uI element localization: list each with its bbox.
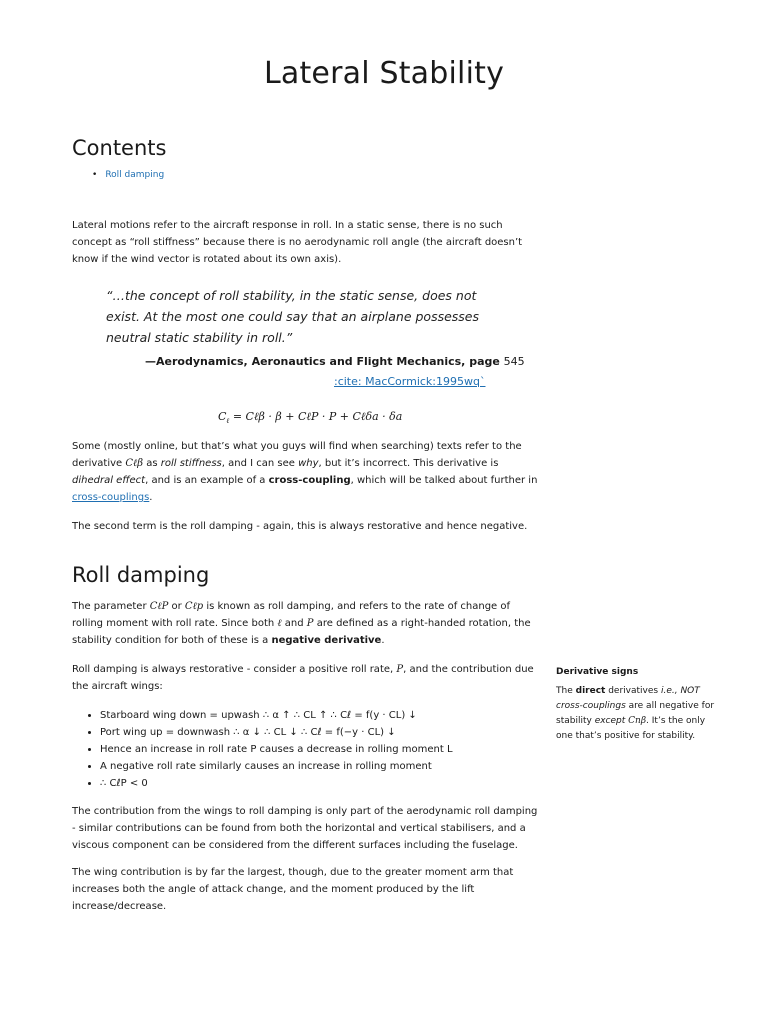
text: , and is an example of a <box>145 475 266 486</box>
text: Some (mostly online, but that’s what you guys will find when searching) texts refer to the derivative <box>72 441 522 469</box>
emphasis: dihedral effect <box>72 475 146 486</box>
text: . <box>381 635 385 646</box>
bold-term: cross-coupling <box>268 475 351 486</box>
math-symbol: Cℓβ <box>125 458 144 469</box>
text: , which will be talked about further in <box>350 475 538 486</box>
wing-contribution-paragraph: The wing contribution is by far the largest, though, due to the greater moment arm that increases both the angle of attack change, and the moment produced by the lift increase/decrease. <box>72 867 514 912</box>
sidenote <box>556 665 720 744</box>
text: The parameter <box>72 601 147 612</box>
text: or <box>171 601 182 612</box>
restorative-paragraph <box>72 661 538 695</box>
list-item: • ∴ CℓP < 0 <box>100 775 550 792</box>
text: is known as roll damping, and refers to the rate of change of rolling moment with roll rate. Since both <box>72 601 511 629</box>
attribution-source: —Aerodynamics, Aeronautics and Flight Mechanics, page <box>145 355 500 368</box>
text: . It’s the only one that’s positive for stability. <box>556 716 706 741</box>
table-of-contents <box>92 170 164 180</box>
text: Roll damping is always restorative - consider a positive roll rate, <box>72 664 394 675</box>
page-title: Lateral Stability <box>263 56 505 91</box>
bold-term: direct <box>575 686 606 696</box>
roll-moment-equation: $C_\ell$ = Cℓβ · β + CℓP · P + Cℓδa · δa <box>218 410 403 426</box>
text: are defined as a right-handed rotation, the stability condition for both of these is a <box>72 618 531 646</box>
contribution-paragraph: The contribution from the wings to roll damping is only part of the aerodynamic roll damping - similar contributions can be found from both the horizontal and vertical stabilisers, and a viscous component can be considered from the different surfaces including the fuselage. <box>72 806 538 851</box>
quote-attribution <box>145 355 525 368</box>
sidenote-title: Derivative signs <box>556 667 639 677</box>
math-symbol: Cnβ <box>628 716 647 726</box>
blockquote: “…the concept of roll stability, in the static sense, does not exist. At the most one could say that an airplane possesses neutral static stability in roll.” <box>106 288 480 345</box>
second-term-paragraph: The second term is the roll damping - again, this is always restorative and hence negative. <box>72 521 528 532</box>
list-item: • Port wing up = downwash ∴ α ↓ ∴ CL ↓ ∴ Cℓ = f(−y · CL) ↓ <box>100 724 550 741</box>
equation-lhs: C <box>218 410 227 423</box>
emphasis: i.e., NOT cross-couplings <box>556 686 700 711</box>
cross-couplings-link[interactable]: cross-couplings <box>72 492 150 503</box>
sidenote-body <box>556 684 720 744</box>
math-symbol: CℓP <box>149 601 169 612</box>
intro-paragraph: Lateral motions refer to the aircraft response in roll. In a static sense, there is no such concept as “roll stiffness” because there is no aerodynamic roll angle (the aircraft doesn’t know if the wind vector is rotated about its own axis). <box>72 220 523 265</box>
attribution-page: 545 <box>503 355 525 368</box>
emphasis: roll stiffness <box>160 458 222 469</box>
toc-link-roll-damping[interactable]: Roll damping <box>105 170 165 180</box>
roll-damping-definition <box>72 598 538 649</box>
math-symbol: Cℓp <box>184 601 204 612</box>
bold-term: negative derivative <box>271 635 382 646</box>
list-item: • Hence an increase in roll rate P causes a decrease in rolling moment L <box>100 741 550 758</box>
text: as <box>146 458 158 469</box>
text: , and the contribution due the aircraft wings: <box>72 664 534 692</box>
emphasis: except <box>594 716 626 726</box>
math-symbol: P <box>396 664 404 675</box>
equation-rhs: = Cℓβ · β + CℓP · P + Cℓδa · δa <box>232 410 403 423</box>
contents-heading: Contents <box>72 136 167 160</box>
text: . <box>149 492 153 503</box>
emphasis: why <box>298 458 319 469</box>
roll-damping-heading: Roll damping <box>72 563 210 587</box>
dihedral-paragraph <box>72 438 538 506</box>
text: , and I can see <box>221 458 295 469</box>
list-item: • Starboard wing down = upwash ∴ α ↑ ∴ CL ↑ ∴ Cℓ = f(y · CL) ↓ <box>100 707 550 724</box>
toc-item <box>92 170 164 180</box>
text: and <box>284 618 304 629</box>
math-symbol: ℓ <box>277 618 282 629</box>
text: The <box>556 686 573 696</box>
wing-contribution-list <box>86 707 550 792</box>
text: , but it’s incorrect. This derivative is <box>318 458 499 469</box>
text: derivatives <box>608 686 659 696</box>
math-symbol: P <box>306 618 314 629</box>
text: are all negative for stability <box>556 701 715 726</box>
citation-link[interactable]: :cite: MacCormick:1995wq` <box>334 375 486 388</box>
list-item: • A negative roll rate similarly causes an increase in rolling moment <box>100 758 550 775</box>
